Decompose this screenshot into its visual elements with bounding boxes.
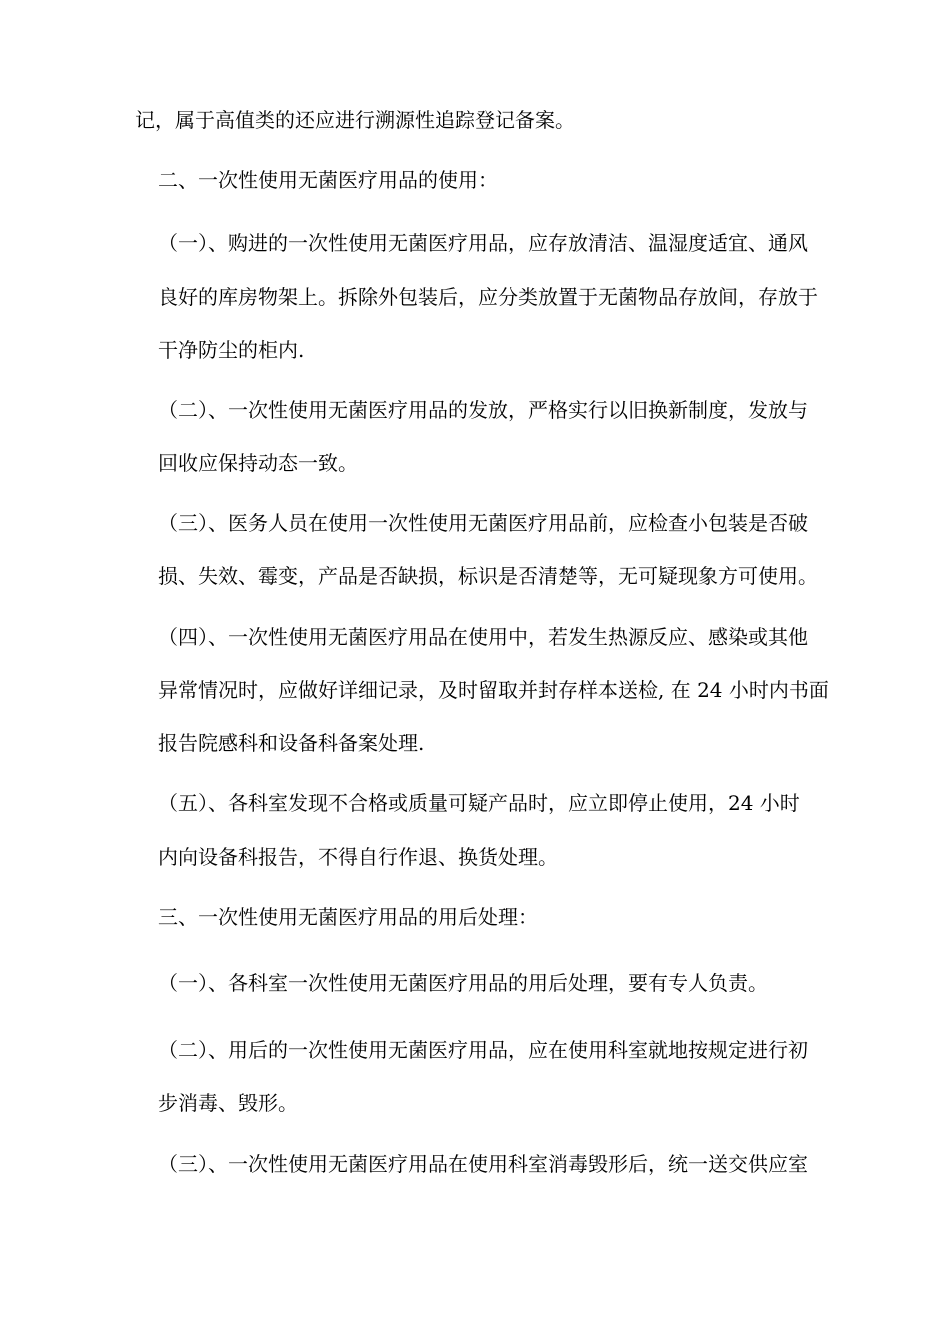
paragraph-line: （一）、购进的一次性使用无菌医疗用品，应存放清洁、温湿度适宜、通风 [158, 231, 808, 255]
paragraph-line: （一）、各科室一次性使用无菌医疗用品的用后处理，要有专人负责。 [158, 971, 768, 995]
paragraph-line: 回收应保持动态一致。 [158, 451, 358, 475]
paragraph-line: （三）、一次性使用无菌医疗用品在使用科室消毒毁形后，统一送交供应室 [158, 1152, 808, 1176]
paragraph-line: （二）、用后的一次性使用无菌医疗用品，应在使用科室就地按规定进行初 [158, 1038, 808, 1062]
paragraph-line: 损、失效、霉变，产品是否缺损，标识是否清楚等，无可疑现象方可使用。 [158, 564, 818, 588]
paragraph-line: 异常情况时，应做好详细记录，及时留取并封存样本送检, 在 24 小时内书面 [158, 678, 829, 702]
paragraph-line: （三）、医务人员在使用一次性使用无菌医疗用品前，应检查小包装是否破 [158, 511, 808, 535]
paragraph-line: （二）、一次性使用无菌医疗用品的发放，严格实行以旧换新制度，发放与 [158, 398, 808, 422]
section-heading: 二、一次性使用无菌医疗用品的使用： [158, 168, 498, 192]
paragraph-line: （五）、各科室发现不合格或质量可疑产品时，应立即停止使用，24 小时 [158, 791, 800, 815]
paragraph-line: 报告院感科和设备科备案处理. [158, 731, 425, 755]
paragraph-line: （四）、一次性使用无菌医疗用品在使用中，若发生热源反应、感染或其他 [158, 625, 808, 649]
paragraph-line: 步消毒、毁形。 [158, 1091, 298, 1115]
paragraph-line: 干净防尘的柜内. [158, 338, 305, 362]
paragraph-line: 记，属于高值类的还应进行溯源性追踪登记备案。 [135, 108, 575, 132]
paragraph-line: 内向设备科报告，不得自行作退、换货处理。 [158, 845, 558, 869]
paragraph-line: 良好的库房物架上。拆除外包装后，应分类放置于无菌物品存放间，存放于 [158, 285, 818, 309]
section-heading: 三、一次性使用无菌医疗用品的用后处理： [158, 905, 538, 929]
